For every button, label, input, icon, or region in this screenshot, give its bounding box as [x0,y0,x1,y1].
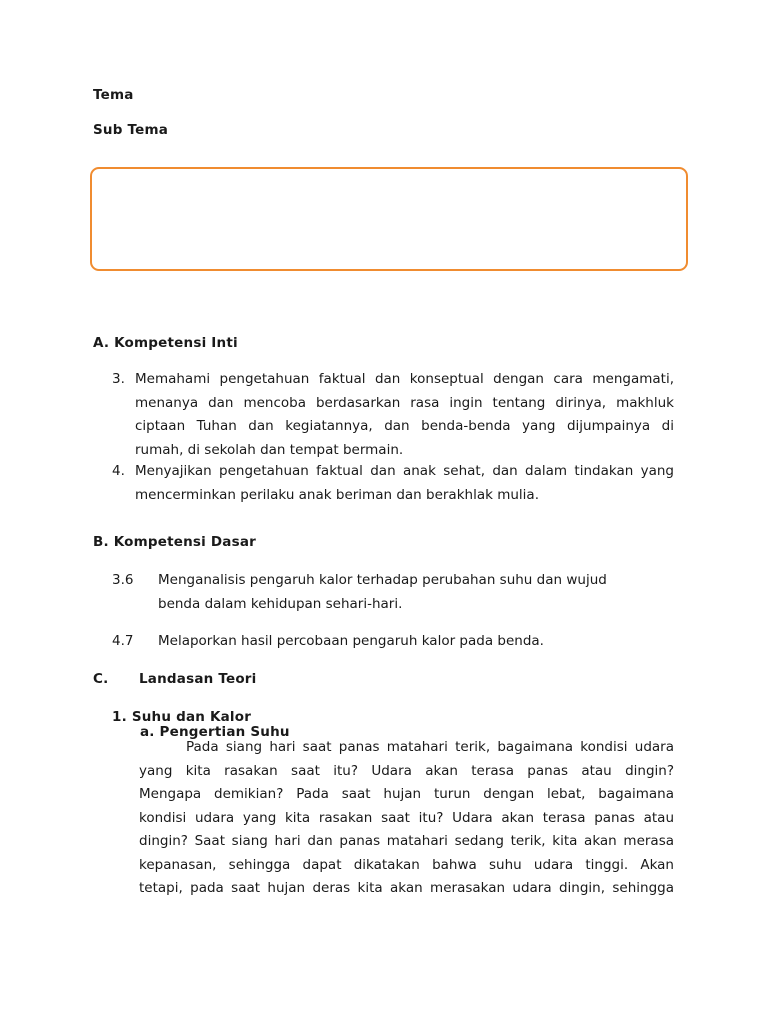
title-box [90,167,688,271]
kd-line: benda dalam kehidupan sehari-hari. [158,595,403,612]
paragraph-line: dingin? Saat siang hari dan panas matahari sedang terik, kita akan merasa [139,833,674,849]
paragraph-pengertian-suhu [139,736,674,901]
ki-line: rumah, di sekolah dan tempat bermain. [135,441,404,458]
kd-item-text [158,569,658,616]
kd-line: Melaporkan hasil percobaan pengaruh kalor pada benda. [158,633,544,649]
ki-item-number: 3. [112,371,125,387]
ki-item-3 [112,368,674,462]
subheading-pengertian-suhu: a. Pengertian Suhu [140,724,290,740]
ki-line: Memahami pengetahuan faktual dan konseptual dengan cara mengamati, [135,371,674,387]
tema-label: Tema [93,87,134,103]
ki-item-4 [112,460,674,508]
paragraph-line: kondisi udara yang kita rasakan saat itu? Udara akan terasa panas atau [139,809,674,826]
ki-item-text [135,368,674,462]
ki-line: menanya dan mencoba berdasarkan rasa ingin tentang dirinya, makhluk [135,394,674,411]
ki-line: ciptaan Tuhan dan kegiatannya, dan benda-benda yang dijumpainya di [135,418,674,434]
section-b-heading: B. Kompetensi Dasar [93,534,257,550]
section-c-heading: Landasan Teori [139,671,257,687]
kd-item-number: 4.7 [112,633,134,649]
paragraph-line: yang kita rasakan saat itu? Udara akan terasa panas atau dingin? [139,762,674,779]
section-a-heading: A. Kompetensi Inti [93,335,238,351]
ki-item-number: 4. [112,463,125,479]
subtema-label: Sub Tema [93,122,169,138]
paragraph-line: Mengapa demikian? Pada saat hujan turun dengan lebat, bagaimana [139,786,674,802]
subheading-suhu-kalor: 1. Suhu dan Kalor [112,709,252,725]
ki-line: Menyajikan pengetahuan faktual dan anak sehat, dan dalam tindakan yang [135,463,674,479]
kd-item-number: 3.6 [112,572,134,588]
paragraph-line: Pada siang hari saat panas matahari terik, bagaimana kondisi udara [186,739,674,755]
kd-line: Menganalisis pengaruh kalor terhadap perubahan suhu dan wujud [158,572,607,588]
kd-item-text [158,630,658,654]
section-c-letter: C. [93,671,109,687]
paragraph-line: tetapi, pada saat hujan deras kita akan merasakan udara dingin, sehingga [139,880,674,896]
ki-line: mencerminkan perilaku anak beriman dan berakhlak mulia. [135,486,539,503]
paragraph-line: kepanasan, sehingga dapat dikatakan bahwa suhu udara tinggi. Akan [139,856,674,873]
ki-item-text [135,460,674,507]
